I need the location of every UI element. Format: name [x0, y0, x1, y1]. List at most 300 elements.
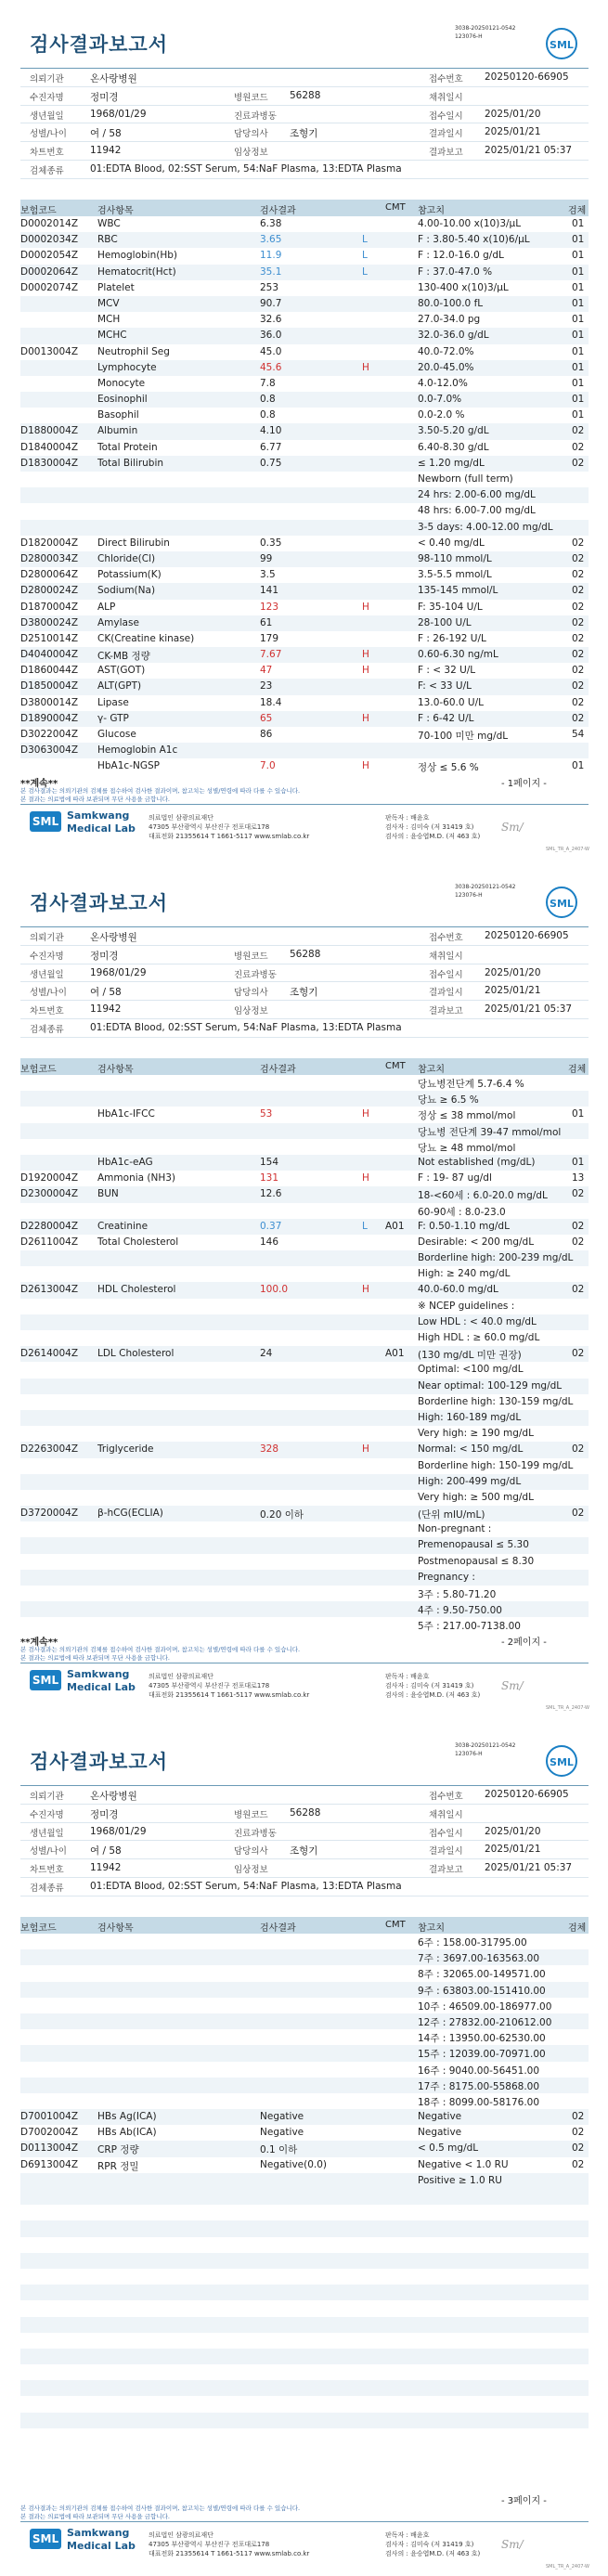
reference-range: Pregnancy :: [418, 1571, 475, 1583]
label: 접수일시: [429, 110, 463, 122]
receipt-no: 20250120-66905: [485, 930, 569, 941]
test-result: 18.4: [260, 696, 282, 708]
label: 진료과병동: [234, 969, 277, 980]
form-version: SML_TR_A_2407-W: [546, 2564, 589, 2570]
empty-row: [20, 2396, 589, 2412]
result-flag: H: [362, 1172, 369, 1184]
reference-range: F: 0.50-1.10 mg/dL: [418, 1220, 510, 1232]
test-result: 53: [260, 1108, 273, 1120]
patient-name: 정미경: [90, 950, 119, 962]
receipt-date: 2025/01/20: [485, 108, 541, 120]
page-number: - 2페이지 -: [501, 1638, 547, 1648]
table-row: [20, 280, 589, 296]
reference-range: Newborn (full term): [418, 473, 513, 485]
test-result: 24: [260, 1348, 273, 1360]
reference-range: 7주 : 3697.00-163563.00: [418, 1953, 540, 1965]
table-row: [20, 392, 589, 408]
test-name: WBC: [97, 218, 121, 229]
label: 결과일시: [429, 988, 463, 999]
insurance-code: D1840004Z: [20, 441, 79, 453]
table-row: [20, 1155, 589, 1171]
report-date: 2025/01/21 05:37: [485, 1862, 573, 1874]
table-row: [20, 232, 589, 248]
result-flag: H: [362, 1108, 369, 1120]
specimen-code: 02: [572, 2127, 585, 2139]
reference-range: High HDL : ≥ 60.0 mg/dL: [418, 1332, 540, 1343]
reference-range: Low HDL : < 40.0 mg/dL: [418, 1315, 537, 1327]
reference-range: 24 hrs: 2.00-6.00 mg/dL: [418, 489, 536, 501]
reference-range: 135-145 mmol/L: [418, 585, 498, 597]
dob: 1968/01/29: [90, 1825, 147, 1837]
table-row: [20, 487, 589, 503]
test-name: AST(GOT): [97, 665, 146, 677]
signatory-line: 판독자 : 배윤호: [385, 2531, 430, 2539]
insurance-code: D2263004Z: [20, 1443, 79, 1456]
test-result: Negative(0.0): [260, 2158, 328, 2170]
cmt-code: A01: [385, 1220, 405, 1232]
reference-range: 98-110 mmol/L: [418, 552, 492, 564]
test-name: Creatinine: [97, 1220, 149, 1232]
test-result: 7.8: [260, 377, 276, 389]
result-flag: H: [362, 1443, 369, 1456]
receipt-date: 2025/01/20: [485, 966, 541, 978]
results-table: [20, 1058, 589, 1634]
sml-footer-logo: SML: [30, 1670, 61, 1690]
reference-range: Optimal: <100 mg/dL: [418, 1364, 524, 1376]
cmt-code: A01: [385, 1348, 405, 1360]
reference-range: 80.0-100.0 fL: [418, 297, 484, 309]
test-name: Direct Bilirubin: [97, 537, 170, 549]
reference-range: 0.0-2.0 %: [418, 409, 465, 421]
label: 담당의사: [234, 1846, 268, 1858]
reference-range: Positive ≥ 1.0 RU: [418, 2174, 502, 2186]
table-row: [20, 1123, 589, 1139]
insurance-code: D2613004Z: [20, 1284, 79, 1296]
barcode-text: [455, 1741, 515, 1758]
lab-name-line: Medical Lab: [67, 822, 136, 835]
signatory-line: 검사자 : 김미숙 (저 31419 호): [385, 2541, 474, 2548]
test-name: Eosinophil: [97, 394, 148, 406]
page-number: - 3페이지 -: [501, 2496, 547, 2506]
reference-range: < 0.5 mg/dL: [418, 2142, 479, 2155]
reference-range: F : 3.80-5.40 x(10)6/μL: [418, 234, 530, 246]
disclaimer-line: 본 검사결과는 의뢰기관의 검체를 접수하여 검사한 결과이며, 참고치는 성별/연령에 따라 다를 수 있습니다.: [20, 2505, 301, 2512]
disclaimer-line: 본 결과는 의료법에 따라 보관되며 무단 사용을 금합니다.: [20, 2513, 170, 2520]
table-row: [20, 551, 589, 567]
label: 수진자명: [30, 1809, 64, 1820]
test-result: 0.20 이하: [260, 1509, 304, 1521]
test-name: Lipase: [97, 696, 129, 708]
specimen-code: 02: [572, 1443, 585, 1456]
col-result: 검사결과: [260, 1923, 296, 1934]
label: 임상정보: [234, 1865, 268, 1876]
results-table: [20, 200, 589, 775]
table-row: [20, 1139, 589, 1155]
test-name: HbA1c-eAG: [97, 1156, 153, 1168]
patient-name: 정미경: [90, 1808, 119, 1820]
doctor: 조형기: [290, 128, 318, 140]
specimen-code: 02: [572, 649, 585, 661]
table-row: [20, 2109, 589, 2125]
reference-range: Non-pregnant :: [418, 1523, 492, 1535]
test-name: HbA1c-NGSP: [97, 760, 160, 772]
reference-range: 3주 : 5.80-71.20: [418, 1589, 497, 1600]
continued-mark: **계속**: [20, 1638, 58, 1648]
signatory-line: 판독자 : 배윤호: [385, 814, 430, 822]
table-row: [20, 1091, 589, 1107]
insurance-code: D1860044Z: [20, 665, 79, 677]
table-row: [20, 2141, 589, 2156]
continued-mark: **계속**: [20, 779, 58, 789]
table-row: [20, 376, 589, 392]
test-name: MCH: [97, 314, 121, 326]
address-line: 의료법인 삼광의료재단: [149, 814, 213, 822]
reference-range: 13.0-60.0 U/L: [418, 696, 484, 708]
table-row: [20, 743, 589, 758]
specimen-code: 02: [572, 425, 585, 437]
ward-code: 56288: [290, 1806, 321, 1819]
test-name: CK(Creatine kinase): [97, 632, 195, 644]
table-row: [20, 1330, 589, 1346]
label: 병원코드: [234, 951, 268, 962]
signatory-line: 검사의 : 윤승엽M.D. (저 463 호): [385, 1691, 481, 1699]
label: 결과보고: [429, 148, 463, 159]
test-result: 179: [260, 632, 279, 644]
specimen-code: 02: [572, 457, 585, 469]
reference-range: 10주 : 46509.00-186977.00: [418, 2000, 552, 2013]
table-row: [20, 1474, 589, 1490]
test-name: ALT(GPT): [97, 680, 142, 693]
test-result: 131: [260, 1172, 279, 1184]
reference-range: Premenopausal ≤ 5.30: [418, 1539, 529, 1551]
specimen-code: 01: [572, 218, 585, 229]
chart-no: 11942: [90, 145, 122, 157]
specimen-code: 02: [572, 616, 585, 628]
label: 접수일시: [429, 1828, 463, 1839]
handwritten-signature: Sm/: [501, 2538, 524, 2551]
empty-row: [20, 2349, 589, 2364]
barcode-line: 123076-H: [455, 892, 483, 899]
label: 검체종류: [30, 1024, 64, 1035]
specimen-types: 01:EDTA Blood, 02:SST Serum, 54:NaF Plasma, 13:EDTA Plasma: [90, 1021, 402, 1033]
table-row: [20, 1314, 589, 1330]
test-name: MCHC: [97, 330, 127, 342]
insurance-code: D7002004Z: [20, 2127, 79, 2139]
reference-range: F : 6-42 U/L: [418, 712, 474, 724]
reference-range: 60-90세 : 8.0-23.0: [418, 1206, 506, 1218]
specimen-code: 02: [572, 1284, 585, 1296]
reference-range: (130 mg/dL 미만 권장): [418, 1350, 522, 1362]
test-name: LDL Cholesterol: [97, 1348, 175, 1360]
table-row: [20, 663, 589, 679]
table-row: [20, 1570, 589, 1586]
result-flag: L: [362, 234, 368, 246]
table-row: [20, 2125, 589, 2141]
table-row: [20, 1075, 589, 1091]
insurance-code: D6913004Z: [20, 2158, 79, 2170]
reference-range: 6.40-8.30 g/dL: [418, 441, 489, 453]
col-name: 검사항목: [97, 1065, 134, 1075]
specimen-code: 01: [572, 760, 585, 772]
reference-range: 3.50-5.20 g/dL: [418, 425, 489, 437]
empty-row: [20, 2189, 589, 2205]
table-row: [20, 1186, 589, 1202]
test-name: Monocyte: [97, 377, 146, 389]
table-header: [20, 1058, 589, 1075]
table-row: [20, 2093, 589, 2109]
reference-range: 70-100 미만 mg/dL: [418, 731, 509, 742]
table-row: [20, 408, 589, 423]
specimen-code: 01: [572, 297, 585, 309]
test-name: Hemoglobin A1c: [97, 744, 178, 757]
signatories: [385, 1672, 480, 1700]
empty-row: [20, 2413, 589, 2428]
test-name: Amylase: [97, 616, 139, 628]
test-name: HBs Ag(ICA): [97, 2111, 157, 2123]
table-row: [20, 440, 589, 456]
table-row: [20, 1521, 589, 1537]
table-header: [20, 200, 589, 216]
specimen-code: 01: [572, 281, 585, 293]
table-row: [20, 472, 589, 487]
label: 담당의사: [234, 988, 268, 999]
label: 성별/나이: [30, 988, 67, 999]
empty-row: [20, 2269, 589, 2285]
test-name: Sodium(Na): [97, 585, 156, 597]
insurance-code: D0002054Z: [20, 250, 79, 262]
receipt-no: 20250120-66905: [485, 1789, 569, 1800]
reference-range: 48 hrs: 6.00-7.00 mg/dL: [418, 505, 536, 517]
result-flag: H: [362, 1284, 369, 1296]
page-number: - 1페이지 -: [501, 779, 547, 789]
table-row: [20, 503, 589, 519]
test-result: 141: [260, 585, 279, 597]
empty-row: [20, 2205, 589, 2220]
sml-logo: SML: [546, 1745, 577, 1777]
address-line: 대표전화 21355614 T 1661-5117 www.smlab.co.kr: [149, 1691, 310, 1699]
result-flag: H: [362, 712, 369, 724]
test-name: Total Cholesterol: [97, 1236, 179, 1248]
table-row: [20, 758, 589, 774]
test-name: Hemoglobin(Hb): [97, 250, 178, 262]
label: 접수번호: [429, 1792, 463, 1802]
handwritten-signature: Sm/: [501, 821, 524, 834]
specimen-code: 02: [572, 1236, 585, 1248]
test-name: Neutrophil Seg: [97, 345, 170, 357]
table-row: [20, 1982, 589, 1998]
insurance-code: D7001004Z: [20, 2111, 79, 2123]
label: 진료과병동: [234, 1828, 277, 1839]
table-row: [20, 265, 589, 280]
label: 결과보고: [429, 1865, 463, 1876]
lab-name-line: Samkwang: [67, 1668, 130, 1680]
table-row: [20, 1965, 589, 1981]
label: 의뢰기관: [30, 933, 64, 943]
reference-range: 당뇨 ≥ 48 mmol/mol: [418, 1142, 516, 1154]
test-result: 23: [260, 680, 273, 693]
insurance-code: D1820004Z: [20, 537, 79, 549]
label: 검체종류: [30, 165, 64, 176]
col-name: 검사항목: [97, 1923, 134, 1934]
test-result: 7.0: [260, 760, 276, 772]
test-result: 65: [260, 712, 273, 724]
report-title: 검사결과보고서: [30, 1751, 169, 1773]
ward-code: 56288: [290, 89, 321, 101]
insurance-code: D2800064Z: [20, 569, 79, 581]
table-row: [20, 1107, 589, 1122]
specimen-types: 01:EDTA Blood, 02:SST Serum, 54:NaF Plasma, 13:EDTA Plasma: [90, 1880, 402, 1892]
empty-row: [20, 2237, 589, 2253]
empty-row: [20, 2333, 589, 2349]
signatory-line: 검사의 : 윤승엽M.D. (저 463 호): [385, 2550, 481, 2557]
test-result: 45.0: [260, 345, 282, 357]
report-page: [0, 0, 608, 859]
result-flag: H: [362, 649, 369, 661]
reference-range: ※ NCEP guidelines :: [418, 1300, 515, 1312]
disclaimer-line: 본 검사결과는 의뢰기관의 검체를 접수하여 검사한 결과이며, 참고치는 성별/연령에 따라 다를 수 있습니다.: [20, 1646, 301, 1653]
table-row: [20, 1934, 589, 1949]
report-page: [0, 859, 608, 1717]
insurance-code: D0113004Z: [20, 2142, 79, 2155]
table-row: [20, 456, 589, 472]
test-name: RBC: [97, 234, 118, 246]
col-code: 보험코드: [20, 206, 57, 216]
lab-name-line: Samkwang: [67, 809, 130, 822]
empty-row: [20, 2364, 589, 2380]
barcode-line: 123076-H: [455, 33, 483, 40]
reference-range: F: 35-104 U/L: [418, 601, 483, 613]
disclaimer-line: 본 결과는 의료법에 따라 보관되며 무단 사용을 금합니다.: [20, 1654, 170, 1662]
reference-range: 16주 : 9040.00-56451.00: [418, 2065, 540, 2077]
table-row: [20, 727, 589, 743]
table-row: [20, 1266, 589, 1282]
results-table: [20, 1917, 589, 2444]
specimen-code: 02: [572, 680, 585, 693]
table-row: [20, 2078, 589, 2093]
col-name: 검사항목: [97, 206, 134, 216]
insurance-code: D0002034Z: [20, 234, 79, 246]
reference-range: < 0.40 mg/dL: [418, 537, 485, 549]
footer-divider: [20, 804, 589, 805]
table-row: [20, 615, 589, 631]
table-row: [20, 1949, 589, 1965]
disclaimer-line: 본 검사결과는 의뢰기관의 검체를 접수하여 검사한 결과이며, 참고치는 성별/연령에 따라 다를 수 있습니다.: [20, 787, 301, 795]
test-name: HDL Cholesterol: [97, 1284, 176, 1296]
test-name: Chloride(Cl): [97, 552, 156, 564]
test-result: 154: [260, 1156, 279, 1168]
label: 의뢰기관: [30, 1792, 64, 1802]
label: 채취일시: [429, 951, 463, 962]
table-row: [20, 2062, 589, 2078]
reference-range: (단위 mIU/mL): [418, 1509, 485, 1521]
label: 임상정보: [234, 148, 268, 159]
specimen-code: 13: [572, 1172, 585, 1184]
col-cmt: CMT: [385, 1920, 406, 1930]
sml-footer-logo: SML: [30, 811, 61, 832]
sex-age: 여 / 58: [90, 1845, 122, 1858]
test-result: 32.6: [260, 314, 282, 326]
reference-range: 17주 : 8175.00-55868.00: [418, 2080, 540, 2092]
table-row: [20, 567, 589, 583]
doctor: 조형기: [290, 1845, 318, 1858]
test-result: 61: [260, 616, 273, 628]
table-row: [20, 1346, 589, 1362]
table-row: [20, 1362, 589, 1378]
reference-range: High: ≥ 240 mg/dL: [418, 1268, 511, 1280]
insurance-code: D3063004Z: [20, 744, 79, 757]
table-row: [20, 2029, 589, 2045]
table-rows: [20, 1075, 589, 1634]
insurance-code: D0002064Z: [20, 265, 79, 278]
table-row: [20, 1235, 589, 1250]
insurance-code: D1850004Z: [20, 680, 79, 693]
specimen-code: 02: [572, 1508, 585, 1520]
reference-range: F: < 33 U/L: [418, 680, 472, 693]
table-row: [20, 1250, 589, 1266]
specimen-code: 01: [572, 1156, 585, 1168]
test-result: 90.7: [260, 297, 282, 309]
table-row: [20, 216, 589, 232]
result-flag: L: [362, 1220, 368, 1232]
empty-row: [20, 2428, 589, 2444]
table-row: [20, 2173, 589, 2189]
empty-row: [20, 2317, 589, 2333]
result-flag: L: [362, 250, 368, 262]
test-result: 123: [260, 601, 279, 613]
specimen-code: 01: [572, 394, 585, 406]
empty-row: [20, 2220, 589, 2236]
reference-range: F : < 32 U/L: [418, 665, 476, 677]
barcode-line: 3038-20250121-0542: [455, 25, 516, 32]
sex-age: 여 / 58: [90, 128, 122, 140]
signatory-line: 검사의 : 윤승엽M.D. (저 463 호): [385, 833, 481, 840]
label: 임상정보: [234, 1006, 268, 1017]
label: 차트번호: [30, 148, 64, 159]
patient-name: 정미경: [90, 91, 119, 103]
reference-range: 5주 : 217.00-7138.00: [418, 1621, 521, 1633]
label: 차트번호: [30, 1006, 64, 1017]
table-row: [20, 1379, 589, 1394]
result-flag: H: [362, 760, 369, 772]
table-row: [20, 344, 589, 360]
test-result: 146: [260, 1236, 279, 1248]
specimen-types: 01:EDTA Blood, 02:SST Serum, 54:NaF Plasma, 13:EDTA Plasma: [90, 162, 402, 175]
table-header: [20, 1917, 589, 1934]
insurance-code: D1870004Z: [20, 601, 79, 613]
dob: 1968/01/29: [90, 966, 147, 978]
test-result: 99: [260, 552, 273, 564]
table-row: [20, 1203, 589, 1219]
reference-range: 15주 : 12039.00-70971.00: [418, 2049, 546, 2061]
test-result: 12.6: [260, 1188, 282, 1200]
test-result: 3.65: [260, 234, 282, 246]
lab-name: [67, 809, 136, 835]
test-result: 4.10: [260, 425, 282, 437]
table-row: [20, 711, 589, 727]
label: 성별/나이: [30, 129, 67, 140]
request-org: 온사랑병원: [90, 1791, 137, 1802]
empty-row: [20, 2285, 589, 2300]
test-result: Negative: [260, 2111, 304, 2123]
chart-no: 11942: [90, 1003, 122, 1016]
lab-address: [149, 813, 309, 841]
lab-name: [67, 1668, 136, 1694]
request-org: 온사랑병원: [90, 932, 137, 943]
result-date: 2025/01/21: [485, 1844, 541, 1856]
test-result: 0.75: [260, 457, 282, 469]
label: 검체종류: [30, 1883, 64, 1894]
chart-no: 11942: [90, 1862, 122, 1874]
